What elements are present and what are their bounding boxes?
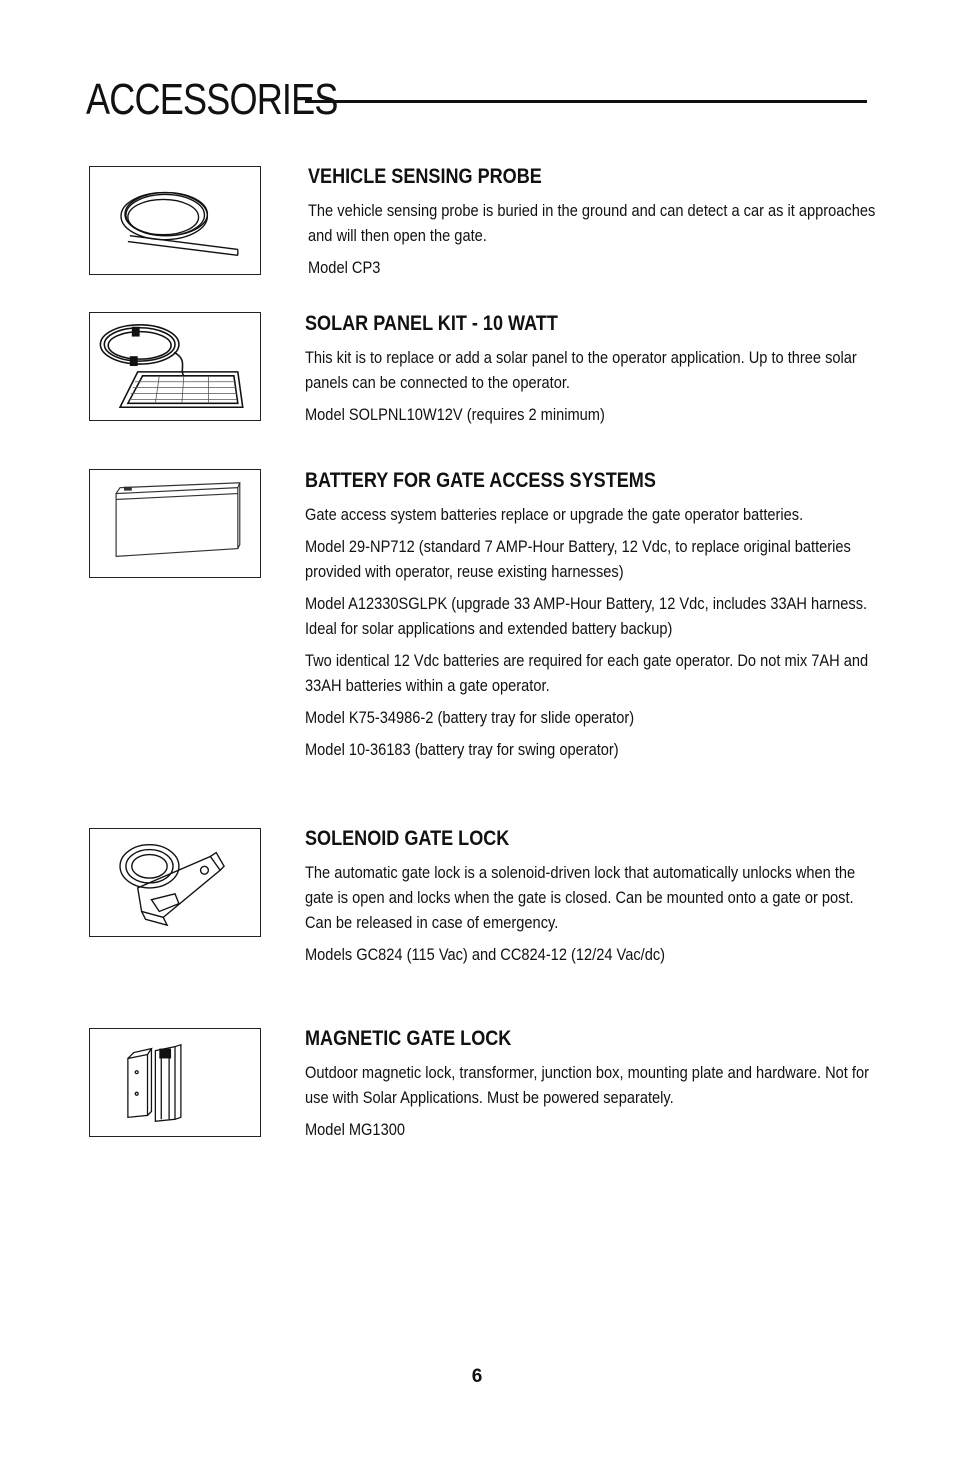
model-number: Model 29-NP712 (standard 7 AMP-Hour Battery, 12 Vdc, to replace original batteries provided with operator, reuse existing harnesses) <box>305 537 851 581</box>
battery-image <box>89 469 261 578</box>
section-heading: BATTERY FOR GATE ACCESS SYSTEMS <box>305 469 656 492</box>
section-text: Gate access system batteries replace or upgrade the gate operator batteries. <box>305 505 804 524</box>
vehicle-sensing-probe-section <box>308 164 878 287</box>
model-number: Model MG1300 <box>305 1120 405 1139</box>
section-heading: VEHICLE SENSING PROBE <box>308 165 542 188</box>
title-rule <box>305 100 867 103</box>
section-note: Two identical 12 Vdc batteries are required for each gate operator. Do not mix 7AH and 33AH batteries within a gate operator. <box>305 651 869 695</box>
section-text: The automatic gate lock is a solenoid-driven lock that automatically unlocks when the gate is open and locks when the gate is closed. Can be mounted onto a gate or post. Can be released in case of emergency. <box>305 863 856 932</box>
section-heading: SOLAR PANEL KIT - 10 WATT <box>305 312 558 335</box>
battery-section <box>305 468 875 769</box>
section-text: Outdoor magnetic lock, transformer, junction box, mounting plate and hardware. Not for use with Solar Applications. Must be powered separately. <box>305 1063 869 1107</box>
section-text: This kit is to replace or add a solar panel to the operator application. Up to three solar panels can be connected to the operator. <box>305 348 857 392</box>
solar-panel-kit-image <box>89 312 261 421</box>
page-title: ACCESSORIES <box>86 75 338 124</box>
section-text: The vehicle sensing probe is buried in the ground and can detect a car as it approaches and will then open the gate. <box>308 201 876 245</box>
model-number: Model 10-36183 (battery tray for swing operator) <box>305 740 619 759</box>
model-number: Model SOLPNL10W12V (requires 2 minimum) <box>305 405 605 424</box>
magnetic-gate-lock-image <box>89 1028 261 1137</box>
model-number: Model CP3 <box>308 258 381 277</box>
solenoid-gate-lock-section <box>305 826 875 974</box>
solenoid-gate-lock-image <box>89 828 261 937</box>
model-number: Model K75-34986-2 (battery tray for slide operator) <box>305 708 635 727</box>
section-heading: MAGNETIC GATE LOCK <box>305 1027 512 1050</box>
magnetic-gate-lock-section <box>305 1026 875 1149</box>
model-number: Models GC824 (115 Vac) and CC824-12 (12/24 Vac/dc) <box>305 945 666 964</box>
page-number: 6 <box>471 1366 483 1387</box>
solar-panel-kit-section <box>305 311 875 434</box>
vehicle-sensing-probe-image <box>89 166 261 275</box>
section-heading: SOLENOID GATE LOCK <box>305 827 510 850</box>
model-number: Model A12330SGLPK (upgrade 33 AMP-Hour Battery, 12 Vdc, includes 33AH harness. Ideal for solar applications and extended battery backup) <box>305 594 868 638</box>
